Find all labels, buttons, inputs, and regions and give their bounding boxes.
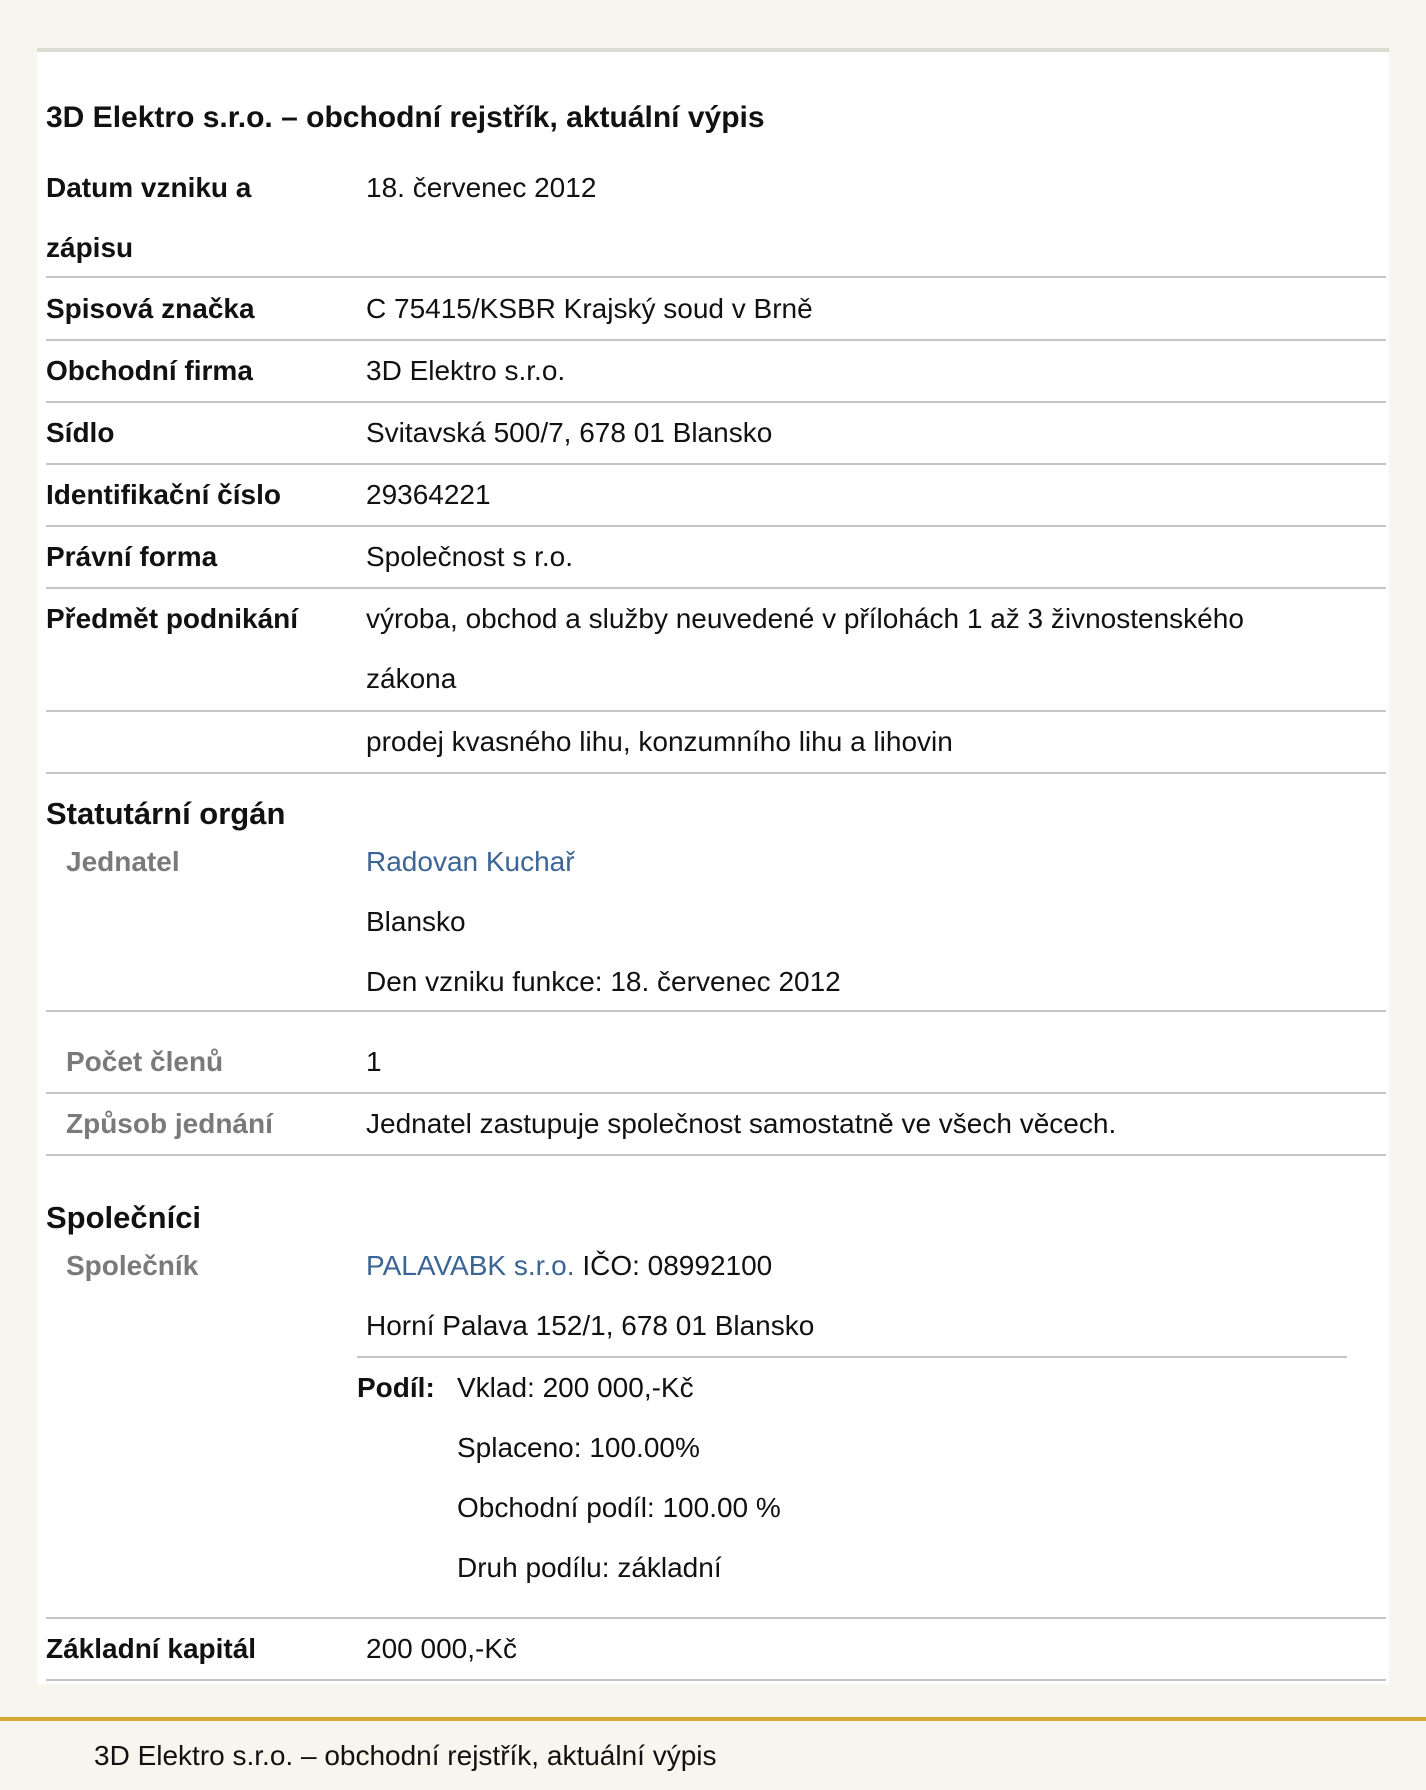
spolecnik-address: Horní Palava 152/1, 678 01 Blansko	[366, 1310, 815, 1341]
label-datum-vzniku: Datum vzniku a zápisu	[46, 172, 252, 263]
row-predmet-podnikani-2	[46, 712, 1386, 774]
row-sidlo	[46, 403, 1386, 465]
footer-divider	[0, 1717, 1426, 1721]
row-zakladni-kapital	[46, 1619, 1386, 1681]
footer-title: 3D Elektro s.r.o. – obchodní rejstřík, aktuální výpis	[94, 1740, 717, 1771]
value-jednatel	[366, 832, 1366, 1012]
podil-vklad: Vklad: 200 000,-Kč	[457, 1372, 694, 1403]
label-obchodni-firma: Obchodní firma	[46, 355, 253, 386]
label-spolecnik: Společník	[66, 1250, 199, 1281]
value-pravni-forma: Společnost s r.o.	[366, 541, 574, 572]
row-spolecnik	[46, 1236, 1386, 1619]
value-datum-vzniku: 18. červenec 2012	[366, 172, 597, 203]
row-ico	[46, 465, 1386, 527]
label-ico: Identifikační číslo	[46, 479, 281, 510]
value-pocet-clenu: 1	[366, 1046, 382, 1077]
value-zakladni-kapital: 200 000,-Kč	[366, 1633, 517, 1664]
value-spisova-znacka: C 75415/KSBR Krajský soud v Brně	[366, 293, 813, 324]
row-spisova-znacka	[46, 279, 1386, 341]
jednatel-place: Blansko	[366, 906, 466, 937]
row-obchodni-firma	[46, 341, 1386, 403]
registry-card	[37, 48, 1389, 1684]
value-predmet-2: prodej kvasného lihu, konzumního lihu a lihovin	[366, 726, 953, 757]
row-zpusob-jednani	[46, 1094, 1386, 1156]
label-predmet-podnikani: Předmět podnikání	[46, 603, 299, 634]
row-pravni-forma	[46, 527, 1386, 589]
value-obchodni-firma: 3D Elektro s.r.o.	[366, 355, 566, 386]
section-statutarni-organ: Statutární orgán	[46, 796, 286, 831]
jednatel-link[interactable]: Radovan Kuchař	[366, 846, 575, 877]
label-pravni-forma: Právní forma	[46, 541, 218, 572]
spolecnik-link[interactable]: PALAVABK s.r.o.	[366, 1250, 575, 1281]
value-ico: 29364221	[366, 479, 491, 510]
podil-obchodni: Obchodní podíl: 100.00 %	[457, 1492, 781, 1523]
row-pocet-clenu	[46, 1012, 1386, 1094]
podil-druh: Druh podílu: základní	[457, 1552, 722, 1583]
podil-splaceno: Splaceno: 100.00%	[457, 1432, 700, 1463]
value-spolecnik	[366, 1236, 1366, 1356]
podil-label: Podíl:	[357, 1372, 435, 1403]
value-predmet-1: výroba, obchod a služby neuvedené v přílohách 1 až 3 živnostenského zákona	[366, 603, 1244, 694]
section-spolecnici: Společníci	[46, 1200, 202, 1235]
label-zpusob-jednani: Způsob jednání	[66, 1108, 273, 1139]
spolecnik-ico: IČO: 08992100	[582, 1250, 773, 1281]
podil-values	[457, 1358, 781, 1598]
label-spisova-znacka: Spisová značka	[46, 293, 255, 324]
row-datum-vzniku	[46, 158, 1386, 278]
row-jednatel	[46, 832, 1386, 1012]
label-sidlo: Sídlo	[46, 417, 115, 448]
row-predmet-podnikani	[46, 589, 1386, 712]
value-sidlo: Svitavská 500/7, 678 01 Blansko	[366, 417, 773, 448]
label-pocet-clenu: Počet členů	[66, 1046, 224, 1077]
value-zpusob-jednani: Jednatel zastupuje společnost samostatně ve všech věcech.	[366, 1108, 1117, 1139]
label-jednatel: Jednatel	[66, 846, 180, 877]
jednatel-since: Den vzniku funkce: 18. červenec 2012	[366, 966, 841, 997]
page-title: 3D Elektro s.r.o. – obchodní rejstřík, aktuální výpis	[46, 101, 765, 134]
label-zakladni-kapital: Základní kapitál	[46, 1633, 257, 1664]
